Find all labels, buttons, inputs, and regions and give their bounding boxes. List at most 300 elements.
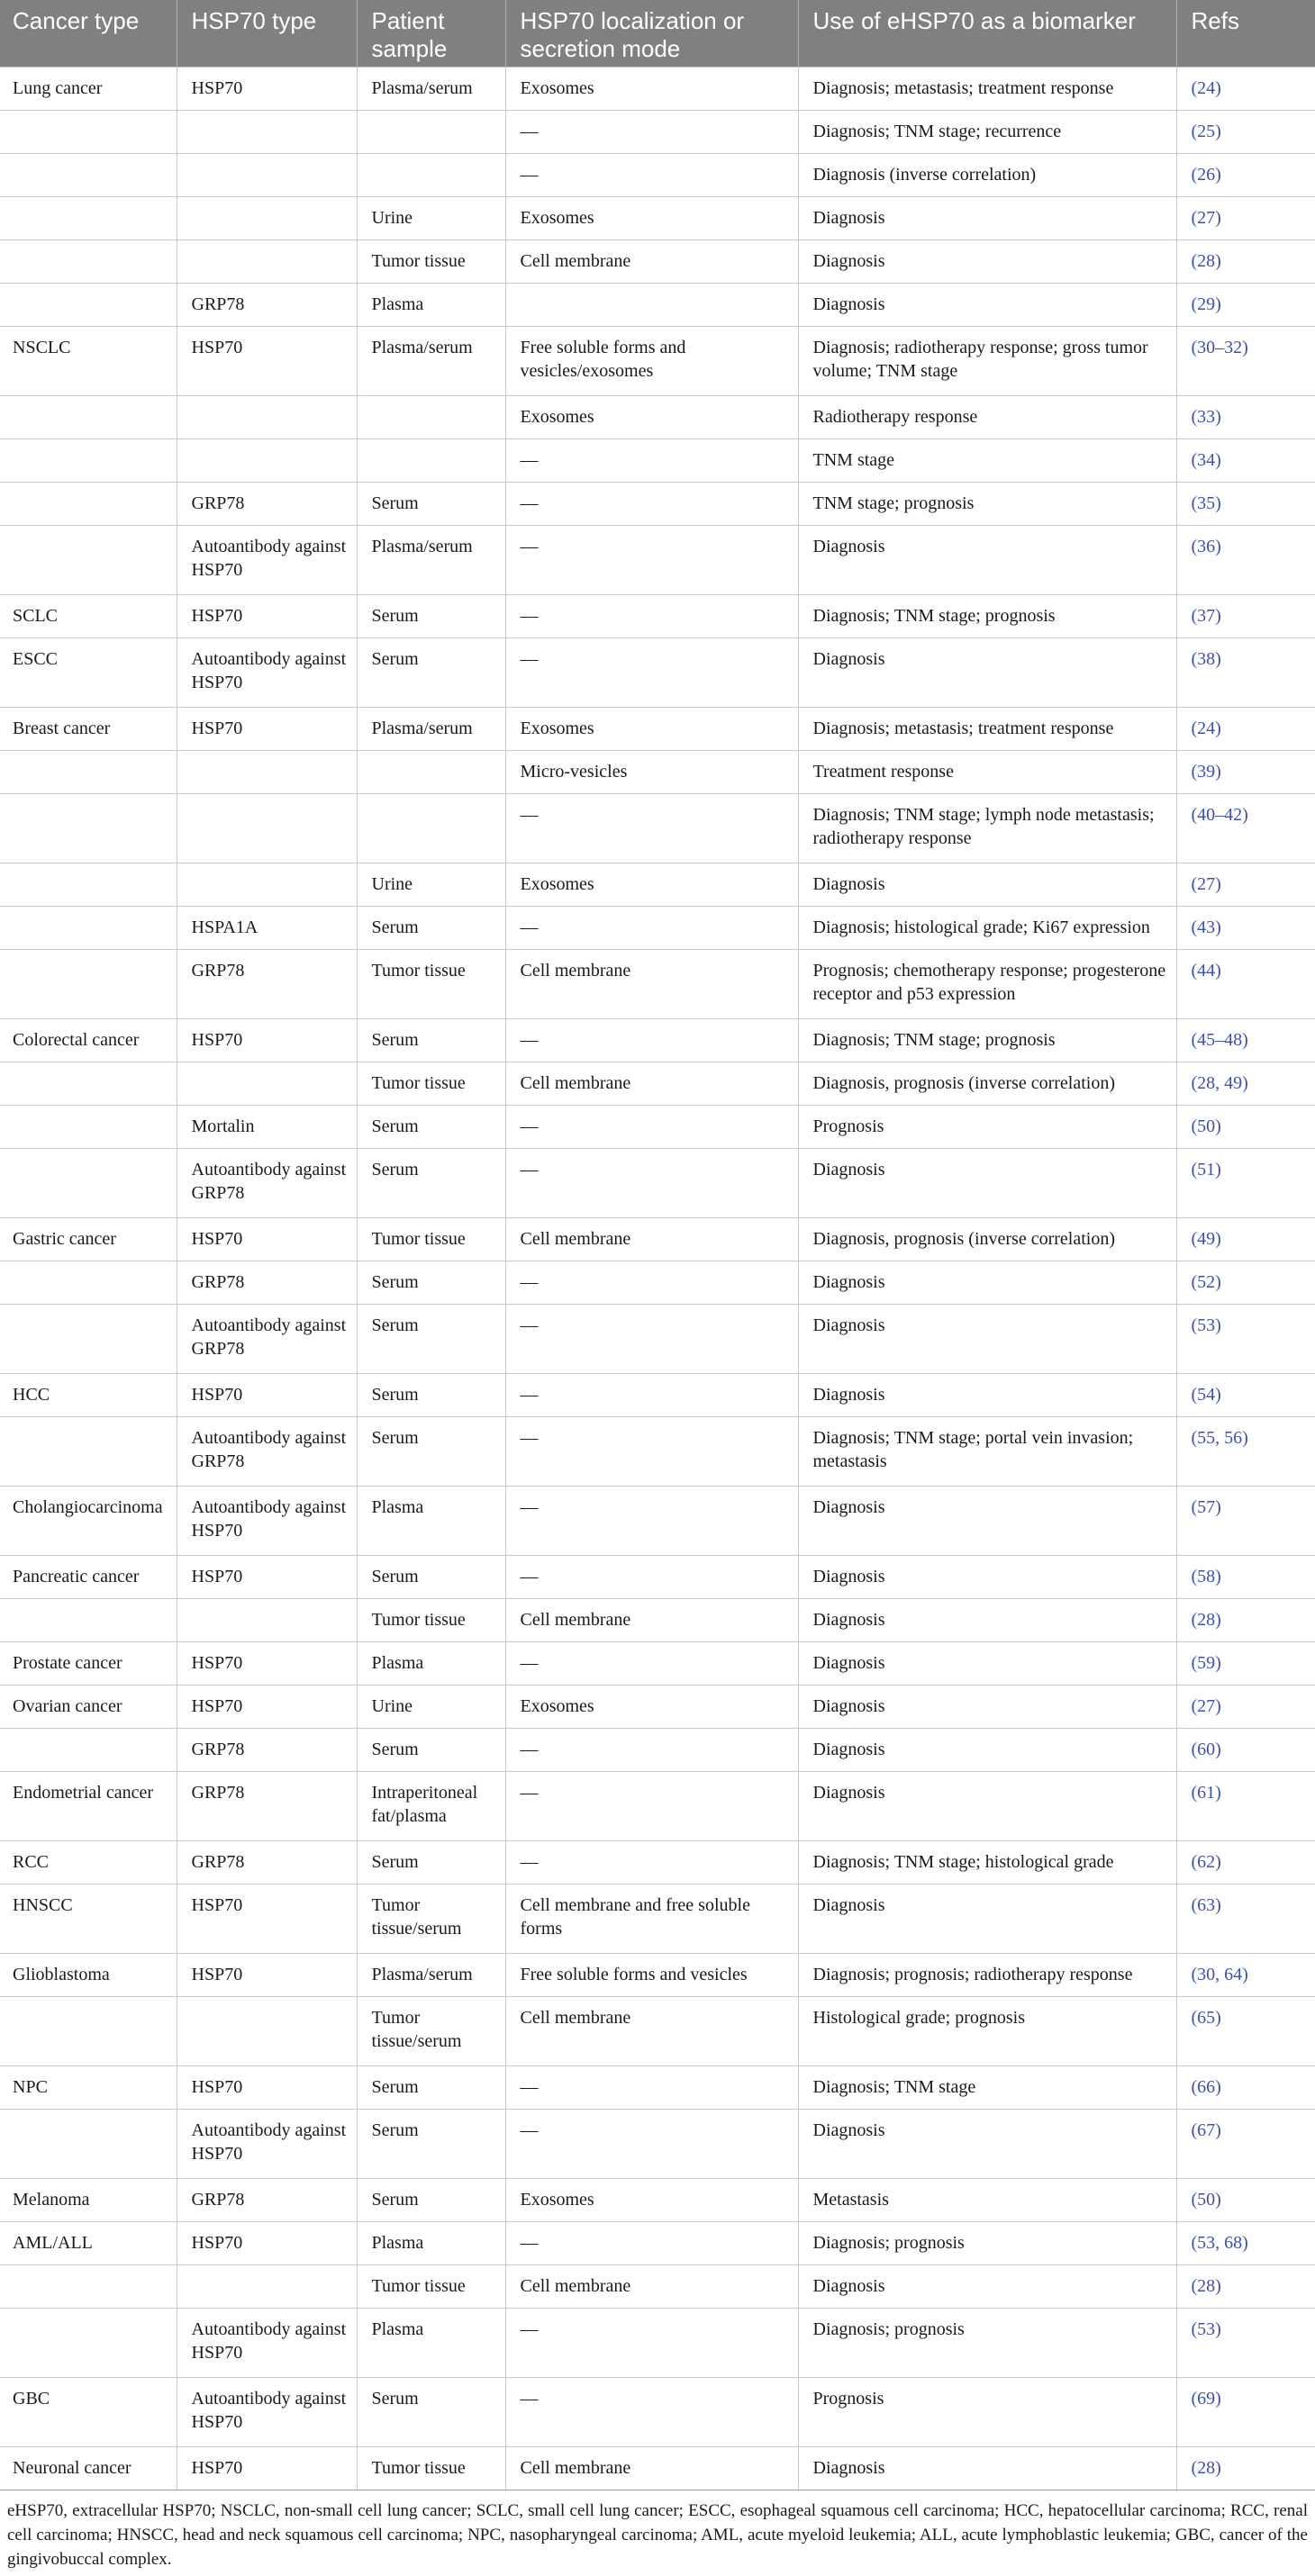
cell-refs[interactable]: (53)	[1176, 2309, 1315, 2378]
cell-cancer-type	[0, 240, 177, 284]
cell-refs[interactable]: (55, 56)	[1176, 1417, 1315, 1487]
table-row	[0, 2066, 1315, 2110]
cell-biomarker-use: Diagnosis	[798, 1686, 1176, 1729]
table-row	[0, 638, 1315, 708]
cell-patient-sample	[357, 439, 505, 483]
cell-biomarker-use: Diagnosis, prognosis (inverse correlation)	[798, 1218, 1176, 1261]
table-row	[0, 2222, 1315, 2265]
cell-hsp70-type: HSP70	[177, 2447, 357, 2490]
cell-localization: Free soluble forms and vesicles	[505, 1954, 798, 1997]
cell-hsp70-type: GRP78	[177, 284, 357, 327]
cell-hsp70-type	[177, 863, 357, 907]
cell-patient-sample: Serum	[357, 1417, 505, 1487]
table-row	[0, 863, 1315, 907]
cell-localization: Exosomes	[505, 68, 798, 111]
cell-refs[interactable]: (39)	[1176, 751, 1315, 794]
cell-biomarker-use: Diagnosis	[798, 526, 1176, 595]
cell-refs[interactable]: (29)	[1176, 284, 1315, 327]
cell-refs[interactable]: (54)	[1176, 1374, 1315, 1417]
cell-patient-sample: Urine	[357, 1686, 505, 1729]
table-row	[0, 526, 1315, 595]
cell-cancer-type	[0, 907, 177, 950]
cell-refs[interactable]: (61)	[1176, 1772, 1315, 1841]
cell-biomarker-use: Diagnosis	[798, 1599, 1176, 1642]
cell-hsp70-type: HSP70	[177, 1642, 357, 1686]
cell-refs[interactable]: (58)	[1176, 1556, 1315, 1599]
cell-hsp70-type: GRP78	[177, 1261, 357, 1305]
cell-localization: —	[505, 907, 798, 950]
cell-patient-sample: Plasma	[357, 1487, 505, 1556]
cell-localization: —	[505, 2066, 798, 2110]
cell-biomarker-use: Diagnosis	[798, 2110, 1176, 2179]
header-localization: HSP70 localization or secretion mode	[505, 0, 798, 68]
table-row	[0, 794, 1315, 863]
cell-localization: —	[505, 2309, 798, 2378]
cell-refs[interactable]: (60)	[1176, 1729, 1315, 1772]
cell-cancer-type	[0, 1729, 177, 1772]
cell-cancer-type	[0, 111, 177, 154]
cell-hsp70-type: Autoantibody against HSP70	[177, 2309, 357, 2378]
table-row	[0, 327, 1315, 396]
cell-cancer-type	[0, 2309, 177, 2378]
header-biomarker-use: Use of eHSP70 as a biomarker	[798, 0, 1176, 68]
table-row	[0, 907, 1315, 950]
cell-hsp70-type: HSP70	[177, 68, 357, 111]
cell-hsp70-type: HSP70	[177, 1218, 357, 1261]
cell-refs[interactable]: (59)	[1176, 1642, 1315, 1686]
table-row	[0, 1149, 1315, 1218]
cell-patient-sample: Tumor tissue	[357, 2265, 505, 2309]
cell-refs[interactable]: (27)	[1176, 863, 1315, 907]
cell-refs[interactable]: (44)	[1176, 950, 1315, 1019]
cell-refs[interactable]: (53)	[1176, 1305, 1315, 1374]
cell-hsp70-type: HSP70	[177, 708, 357, 751]
cell-refs[interactable]: (28)	[1176, 240, 1315, 284]
cell-biomarker-use: Diagnosis; prognosis	[798, 2222, 1176, 2265]
cell-cancer-type	[0, 284, 177, 327]
table-row	[0, 2447, 1315, 2490]
cell-patient-sample: Serum	[357, 2179, 505, 2222]
cell-localization	[505, 284, 798, 327]
cell-refs[interactable]: (27)	[1176, 197, 1315, 240]
table-row	[0, 197, 1315, 240]
cell-biomarker-use: Diagnosis; radiotherapy response; gross tumor volume; TNM stage	[798, 327, 1176, 396]
cell-refs[interactable]: (30, 64)	[1176, 1954, 1315, 1997]
cell-cancer-type: NSCLC	[0, 327, 177, 396]
cell-biomarker-use: Diagnosis	[798, 2265, 1176, 2309]
cell-hsp70-type: GRP78	[177, 1729, 357, 1772]
cell-biomarker-use: Diagnosis	[798, 240, 1176, 284]
cell-hsp70-type: Autoantibody against HSP70	[177, 1487, 357, 1556]
cell-cancer-type: Ovarian cancer	[0, 1686, 177, 1729]
cell-patient-sample: Serum	[357, 2378, 505, 2447]
cell-localization: Exosomes	[505, 1686, 798, 1729]
cell-biomarker-use: Diagnosis	[798, 1729, 1176, 1772]
cell-patient-sample: Plasma/serum	[357, 708, 505, 751]
cell-biomarker-use: Diagnosis; prognosis	[798, 2309, 1176, 2378]
cell-cancer-type	[0, 197, 177, 240]
cell-localization: —	[505, 1374, 798, 1417]
cell-hsp70-type	[177, 240, 357, 284]
table-row	[0, 1106, 1315, 1149]
cell-localization: —	[505, 526, 798, 595]
cell-refs[interactable]: (49)	[1176, 1218, 1315, 1261]
cell-biomarker-use: Diagnosis; histological grade; Ki67 expression	[798, 907, 1176, 950]
cell-biomarker-use: Diagnosis; TNM stage; portal vein invasion; metastasis	[798, 1417, 1176, 1487]
cell-patient-sample: Plasma	[357, 2309, 505, 2378]
cell-localization: —	[505, 1305, 798, 1374]
cell-localization: —	[505, 111, 798, 154]
cell-cancer-type	[0, 794, 177, 863]
cell-localization: Cell membrane	[505, 2447, 798, 2490]
cell-biomarker-use: Diagnosis	[798, 1487, 1176, 1556]
cell-hsp70-type: Autoantibody against GRP78	[177, 1305, 357, 1374]
cell-patient-sample: Serum	[357, 595, 505, 638]
cell-patient-sample: Serum	[357, 1261, 505, 1305]
cell-cancer-type: Breast cancer	[0, 708, 177, 751]
table-row	[0, 1019, 1315, 1062]
cell-biomarker-use: Diagnosis; prognosis; radiotherapy response	[798, 1954, 1176, 1997]
cell-hsp70-type: HSP70	[177, 1556, 357, 1599]
cell-localization: —	[505, 1106, 798, 1149]
cell-patient-sample: Serum	[357, 2110, 505, 2179]
cell-biomarker-use: Diagnosis	[798, 1642, 1176, 1686]
cell-biomarker-use: Diagnosis	[798, 1556, 1176, 1599]
cell-localization: Cell membrane	[505, 1218, 798, 1261]
cell-biomarker-use: Radiotherapy response	[798, 396, 1176, 439]
cell-biomarker-use: Diagnosis	[798, 1885, 1176, 1954]
cell-biomarker-use: Diagnosis; TNM stage	[798, 2066, 1176, 2110]
table-row	[0, 1374, 1315, 1417]
cell-patient-sample: Serum	[357, 638, 505, 708]
table-row	[0, 111, 1315, 154]
table-row	[0, 2110, 1315, 2179]
table-row	[0, 1261, 1315, 1305]
cell-biomarker-use: Diagnosis	[798, 2447, 1176, 2490]
table-row	[0, 1841, 1315, 1885]
cell-patient-sample	[357, 111, 505, 154]
cell-cancer-type: Colorectal cancer	[0, 1019, 177, 1062]
table-row	[0, 1729, 1315, 1772]
cell-patient-sample: Serum	[357, 1556, 505, 1599]
cell-refs[interactable]: (34)	[1176, 439, 1315, 483]
cell-localization: Exosomes	[505, 197, 798, 240]
cell-localization: —	[505, 1261, 798, 1305]
cell-patient-sample: Tumor tissue	[357, 1218, 505, 1261]
cell-patient-sample: Intraperitoneal fat/plasma	[357, 1772, 505, 1841]
cell-refs[interactable]: (51)	[1176, 1149, 1315, 1218]
cell-localization: Cell membrane	[505, 1062, 798, 1106]
header-cancer-type: Cancer type	[0, 0, 177, 68]
cell-refs[interactable]: (57)	[1176, 1487, 1315, 1556]
cell-patient-sample: Serum	[357, 1106, 505, 1149]
cell-biomarker-use: TNM stage; prognosis	[798, 483, 1176, 526]
cell-patient-sample: Plasma	[357, 2222, 505, 2265]
cell-hsp70-type	[177, 751, 357, 794]
cell-refs[interactable]: (50)	[1176, 2179, 1315, 2222]
cell-localization: —	[505, 1417, 798, 1487]
cell-cancer-type: Glioblastoma	[0, 1954, 177, 1997]
cell-localization: Cell membrane	[505, 950, 798, 1019]
cell-patient-sample: Plasma	[357, 1642, 505, 1686]
cell-localization: —	[505, 2222, 798, 2265]
cell-cancer-type: Neuronal cancer	[0, 2447, 177, 2490]
cell-cancer-type: Pancreatic cancer	[0, 1556, 177, 1599]
table-row	[0, 396, 1315, 439]
cell-refs[interactable]: (28)	[1176, 2265, 1315, 2309]
cell-localization: —	[505, 1729, 798, 1772]
table-row	[0, 1642, 1315, 1686]
cell-hsp70-type: GRP78	[177, 1772, 357, 1841]
cell-biomarker-use: Prognosis	[798, 1106, 1176, 1149]
cell-localization: Exosomes	[505, 863, 798, 907]
cell-biomarker-use: Diagnosis; TNM stage; histological grade	[798, 1841, 1176, 1885]
table-header	[0, 0, 1315, 68]
cell-localization: —	[505, 1487, 798, 1556]
cell-cancer-type: ESCC	[0, 638, 177, 708]
table-row	[0, 950, 1315, 1019]
cell-biomarker-use: Metastasis	[798, 2179, 1176, 2222]
table-row	[0, 1218, 1315, 1261]
cell-localization: —	[505, 1149, 798, 1218]
cell-patient-sample: Serum	[357, 1374, 505, 1417]
cell-cancer-type	[0, 396, 177, 439]
cell-hsp70-type: HSPA1A	[177, 907, 357, 950]
cell-refs[interactable]: (28)	[1176, 1599, 1315, 1642]
cell-patient-sample: Tumor tissue	[357, 1599, 505, 1642]
cell-localization: —	[505, 1841, 798, 1885]
header-refs: Refs	[1176, 0, 1315, 68]
table-row	[0, 2179, 1315, 2222]
cell-refs[interactable]: (36)	[1176, 526, 1315, 595]
cell-hsp70-type: HSP70	[177, 1019, 357, 1062]
cell-localization: —	[505, 794, 798, 863]
cell-hsp70-type: HSP70	[177, 1686, 357, 1729]
cell-localization: —	[505, 595, 798, 638]
cell-localization: Cell membrane	[505, 240, 798, 284]
cell-refs[interactable]: (66)	[1176, 2066, 1315, 2110]
cell-cancer-type	[0, 439, 177, 483]
table-row	[0, 1062, 1315, 1106]
cell-patient-sample: Serum	[357, 1841, 505, 1885]
cell-cancer-type	[0, 1062, 177, 1106]
table-row	[0, 154, 1315, 197]
cell-patient-sample: Serum	[357, 1149, 505, 1218]
cell-patient-sample	[357, 154, 505, 197]
cell-hsp70-type: HSP70	[177, 2066, 357, 2110]
cell-hsp70-type: Mortalin	[177, 1106, 357, 1149]
cell-patient-sample	[357, 794, 505, 863]
cell-hsp70-type: Autoantibody against HSP70	[177, 2110, 357, 2179]
cell-patient-sample: Urine	[357, 197, 505, 240]
cell-biomarker-use: Prognosis; chemotherapy response; progesterone receptor and p53 expression	[798, 950, 1176, 1019]
cell-hsp70-type: GRP78	[177, 2179, 357, 2222]
cell-cancer-type	[0, 526, 177, 595]
cell-localization: —	[505, 439, 798, 483]
cell-cancer-type	[0, 483, 177, 526]
cell-localization: —	[505, 1019, 798, 1062]
cell-hsp70-type	[177, 1599, 357, 1642]
cell-hsp70-type: Autoantibody against HSP70	[177, 638, 357, 708]
cell-hsp70-type: Autoantibody against GRP78	[177, 1417, 357, 1487]
cell-patient-sample: Serum	[357, 1305, 505, 1374]
table-row	[0, 240, 1315, 284]
table-row	[0, 1772, 1315, 1841]
cell-refs[interactable]: (50)	[1176, 1106, 1315, 1149]
cell-localization: —	[505, 483, 798, 526]
table-row	[0, 1305, 1315, 1374]
cell-biomarker-use: Diagnosis (inverse correlation)	[798, 154, 1176, 197]
table-row	[0, 595, 1315, 638]
cell-cancer-type: HNSCC	[0, 1885, 177, 1954]
cell-hsp70-type: HSP70	[177, 1374, 357, 1417]
header-hsp70-type: HSP70 type	[177, 0, 357, 68]
cell-refs[interactable]: (38)	[1176, 638, 1315, 708]
cell-cancer-type	[0, 950, 177, 1019]
table-row	[0, 1686, 1315, 1729]
table-row	[0, 483, 1315, 526]
cell-cancer-type	[0, 1149, 177, 1218]
cell-refs[interactable]: (27)	[1176, 1686, 1315, 1729]
cell-biomarker-use: Diagnosis	[798, 863, 1176, 907]
cell-biomarker-use: Diagnosis	[798, 1149, 1176, 1218]
cell-cancer-type: SCLC	[0, 595, 177, 638]
cell-biomarker-use: Diagnosis, prognosis (inverse correlation)	[798, 1062, 1176, 1106]
cell-cancer-type: AML/ALL	[0, 2222, 177, 2265]
cell-refs[interactable]: (43)	[1176, 907, 1315, 950]
cell-patient-sample: Tumor tissue	[357, 950, 505, 1019]
cell-cancer-type: NPC	[0, 2066, 177, 2110]
table-row	[0, 439, 1315, 483]
cell-hsp70-type	[177, 154, 357, 197]
cell-cancer-type	[0, 1599, 177, 1642]
cell-refs[interactable]: (67)	[1176, 2110, 1315, 2179]
cell-localization: Free soluble forms and vesicles/exosomes	[505, 327, 798, 396]
cell-cancer-type	[0, 1417, 177, 1487]
cell-biomarker-use: Diagnosis; TNM stage; prognosis	[798, 595, 1176, 638]
cell-hsp70-type	[177, 794, 357, 863]
cell-biomarker-use: Prognosis	[798, 2378, 1176, 2447]
cell-patient-sample: Plasma/serum	[357, 327, 505, 396]
cell-biomarker-use: Diagnosis; metastasis; treatment response	[798, 708, 1176, 751]
cell-hsp70-type	[177, 1997, 357, 2066]
cell-patient-sample: Serum	[357, 1019, 505, 1062]
cell-refs[interactable]: (35)	[1176, 483, 1315, 526]
cell-refs[interactable]: (63)	[1176, 1885, 1315, 1954]
cell-cancer-type	[0, 154, 177, 197]
cell-hsp70-type: HSP70	[177, 2222, 357, 2265]
cell-patient-sample: Serum	[357, 2066, 505, 2110]
cell-patient-sample: Tumor tissue/serum	[357, 1885, 505, 1954]
cell-patient-sample: Plasma	[357, 284, 505, 327]
cell-biomarker-use: Diagnosis; TNM stage; lymph node metastasis; radiotherapy response	[798, 794, 1176, 863]
cell-patient-sample: Plasma/serum	[357, 1954, 505, 1997]
cell-localization: —	[505, 1556, 798, 1599]
header-patient-sample: Patient sample	[357, 0, 505, 68]
cell-cancer-type: HCC	[0, 1374, 177, 1417]
cell-hsp70-type: HSP70	[177, 1954, 357, 1997]
cell-cancer-type: Melanoma	[0, 2179, 177, 2222]
cell-localization: Cell membrane	[505, 2265, 798, 2309]
cell-localization: Exosomes	[505, 2179, 798, 2222]
table-row	[0, 1599, 1315, 1642]
cell-patient-sample: Plasma/serum	[357, 526, 505, 595]
cell-biomarker-use: Diagnosis	[798, 1772, 1176, 1841]
table-row	[0, 1556, 1315, 1599]
cell-localization: —	[505, 154, 798, 197]
cell-refs[interactable]: (33)	[1176, 396, 1315, 439]
cell-refs[interactable]: (45–48)	[1176, 1019, 1315, 1062]
table-row	[0, 1954, 1315, 1997]
cell-refs[interactable]: (52)	[1176, 1261, 1315, 1305]
cell-refs[interactable]: (25)	[1176, 111, 1315, 154]
cell-cancer-type	[0, 751, 177, 794]
cell-refs[interactable]: (65)	[1176, 1997, 1315, 2066]
cell-localization: —	[505, 1772, 798, 1841]
cell-refs[interactable]: (24)	[1176, 68, 1315, 111]
cell-patient-sample: Tumor tissue/serum	[357, 1997, 505, 2066]
cell-patient-sample: Serum	[357, 1729, 505, 1772]
cell-refs[interactable]: (37)	[1176, 595, 1315, 638]
cell-hsp70-type: Autoantibody against HSP70	[177, 2378, 357, 2447]
cell-cancer-type: Lung cancer	[0, 68, 177, 111]
table-row	[0, 1487, 1315, 1556]
cell-refs[interactable]: (28, 49)	[1176, 1062, 1315, 1106]
table-row	[0, 284, 1315, 327]
table-row	[0, 2309, 1315, 2378]
cell-patient-sample: Plasma/serum	[357, 68, 505, 111]
table-row	[0, 2378, 1315, 2447]
cell-refs[interactable]: (53, 68)	[1176, 2222, 1315, 2265]
table-body	[0, 68, 1315, 2490]
cell-localization: Cell membrane and free soluble forms	[505, 1885, 798, 1954]
cell-hsp70-type: Autoantibody against HSP70	[177, 526, 357, 595]
cell-patient-sample: Tumor tissue	[357, 2447, 505, 2490]
cell-cancer-type	[0, 2110, 177, 2179]
cell-cancer-type: GBC	[0, 2378, 177, 2447]
cell-refs[interactable]: (62)	[1176, 1841, 1315, 1885]
cell-cancer-type: Gastric cancer	[0, 1218, 177, 1261]
cell-cancer-type	[0, 1305, 177, 1374]
cell-cancer-type	[0, 1997, 177, 2066]
cell-biomarker-use: Diagnosis	[798, 1261, 1176, 1305]
cell-hsp70-type: HSP70	[177, 1885, 357, 1954]
cell-refs[interactable]: (26)	[1176, 154, 1315, 197]
cell-hsp70-type	[177, 2265, 357, 2309]
cell-cancer-type	[0, 2265, 177, 2309]
table-row	[0, 708, 1315, 751]
cell-cancer-type: Prostate cancer	[0, 1642, 177, 1686]
cell-patient-sample	[357, 396, 505, 439]
cell-hsp70-type	[177, 111, 357, 154]
cell-localization: Cell membrane	[505, 1997, 798, 2066]
table-row	[0, 2265, 1315, 2309]
cell-cancer-type: Cholangiocarcinoma	[0, 1487, 177, 1556]
cell-refs[interactable]: (28)	[1176, 2447, 1315, 2490]
table-row	[0, 1885, 1315, 1954]
cell-localization: —	[505, 2378, 798, 2447]
cell-refs[interactable]: (69)	[1176, 2378, 1315, 2447]
cell-biomarker-use: Diagnosis; TNM stage; prognosis	[798, 1019, 1176, 1062]
cell-cancer-type	[0, 1106, 177, 1149]
cell-patient-sample: Tumor tissue	[357, 1062, 505, 1106]
cell-refs[interactable]: (24)	[1176, 708, 1315, 751]
cell-refs[interactable]: (40–42)	[1176, 794, 1315, 863]
cell-biomarker-use: Diagnosis	[798, 1305, 1176, 1374]
cell-cancer-type: Endometrial cancer	[0, 1772, 177, 1841]
cell-hsp70-type: GRP78	[177, 483, 357, 526]
cell-refs[interactable]: (30–32)	[1176, 327, 1315, 396]
